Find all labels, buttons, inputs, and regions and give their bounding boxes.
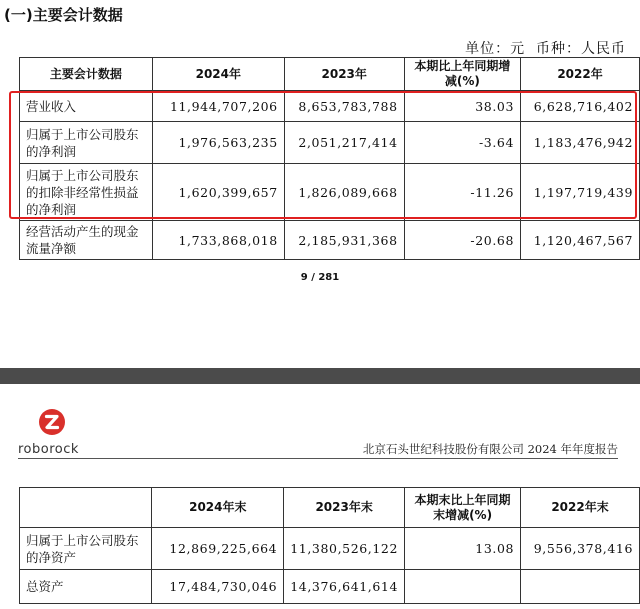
cell-change: -11.26 xyxy=(404,164,520,221)
page-break-bar xyxy=(0,368,640,384)
cell-2024: 12,869,225,664 xyxy=(152,528,284,570)
cell-2022: 6,628,716,402 xyxy=(521,91,640,122)
section-title: (一)主要会计数据 xyxy=(4,6,123,24)
cell-2022 xyxy=(521,570,640,604)
roborock-z-logo-icon xyxy=(38,408,66,436)
column-header: 2023年末 xyxy=(284,488,405,528)
cell-2023: 1,826,089,668 xyxy=(284,164,404,221)
row-label: 归属于上市公司股东的扣除非经常性损益的净利润 xyxy=(20,164,153,221)
cell-2024: 1,620,399,657 xyxy=(152,164,284,221)
logo-wordmark: roborock xyxy=(18,442,79,457)
cell-2022: 1,183,476,942 xyxy=(521,122,640,164)
column-header: 本期比上年同期增减(%) xyxy=(404,58,520,91)
cell-change: 13.08 xyxy=(405,528,521,570)
cell-2024: 1,733,868,018 xyxy=(152,221,284,260)
page-number: 9 / 281 xyxy=(300,272,340,283)
table-row xyxy=(20,528,640,570)
key-balance-data-table xyxy=(19,487,640,604)
column-header: 主要会计数据 xyxy=(20,58,153,91)
table-row xyxy=(20,221,640,260)
unit-currency-line: 单位：元 币种：人民币 xyxy=(465,41,626,57)
cell-change: -20.68 xyxy=(404,221,520,260)
cell-2023: 14,376,641,614 xyxy=(284,570,405,604)
cell-change xyxy=(405,570,521,604)
column-header: 2022年 xyxy=(521,58,640,91)
column-header: 2023年 xyxy=(284,58,404,91)
company-logo xyxy=(18,408,98,458)
cell-2023: 8,653,783,788 xyxy=(284,91,404,122)
report-header: 北京石头世纪科技股份有限公司 2024 年年度报告 xyxy=(362,442,618,456)
cell-2023: 11,380,526,122 xyxy=(284,528,405,570)
header-divider xyxy=(18,458,618,459)
cell-2022: 9,556,378,416 xyxy=(521,528,640,570)
cell-2024: 17,484,730,046 xyxy=(152,570,284,604)
row-label: 营业收入 xyxy=(20,91,153,122)
table-row xyxy=(20,570,640,604)
cell-change: 38.03 xyxy=(404,91,520,122)
cell-2022: 1,197,719,439 xyxy=(521,164,640,221)
row-label: 归属于上市公司股东的净利润 xyxy=(20,122,153,164)
red-highlight-box xyxy=(9,91,637,219)
row-label: 总资产 xyxy=(20,570,152,604)
cell-2024: 11,944,707,206 xyxy=(152,91,284,122)
table-header-row xyxy=(20,58,640,91)
column-header: 2024年 xyxy=(152,58,284,91)
table-header-row xyxy=(20,488,640,528)
column-header: 2024年末 xyxy=(152,488,284,528)
cell-2023: 2,185,931,368 xyxy=(284,221,404,260)
cell-2023: 2,051,217,414 xyxy=(284,122,404,164)
row-label: 经营活动产生的现金流量净额 xyxy=(20,221,153,260)
cell-2022: 1,120,467,567 xyxy=(521,221,640,260)
column-header: 2022年末 xyxy=(521,488,640,528)
column-header: 本期末比上年同期末增减(%) xyxy=(405,488,521,528)
cell-change: -3.64 xyxy=(404,122,520,164)
row-label: 归属于上市公司股东的净资产 xyxy=(20,528,152,570)
cell-2024: 1,976,563,235 xyxy=(152,122,284,164)
column-header xyxy=(20,488,152,528)
